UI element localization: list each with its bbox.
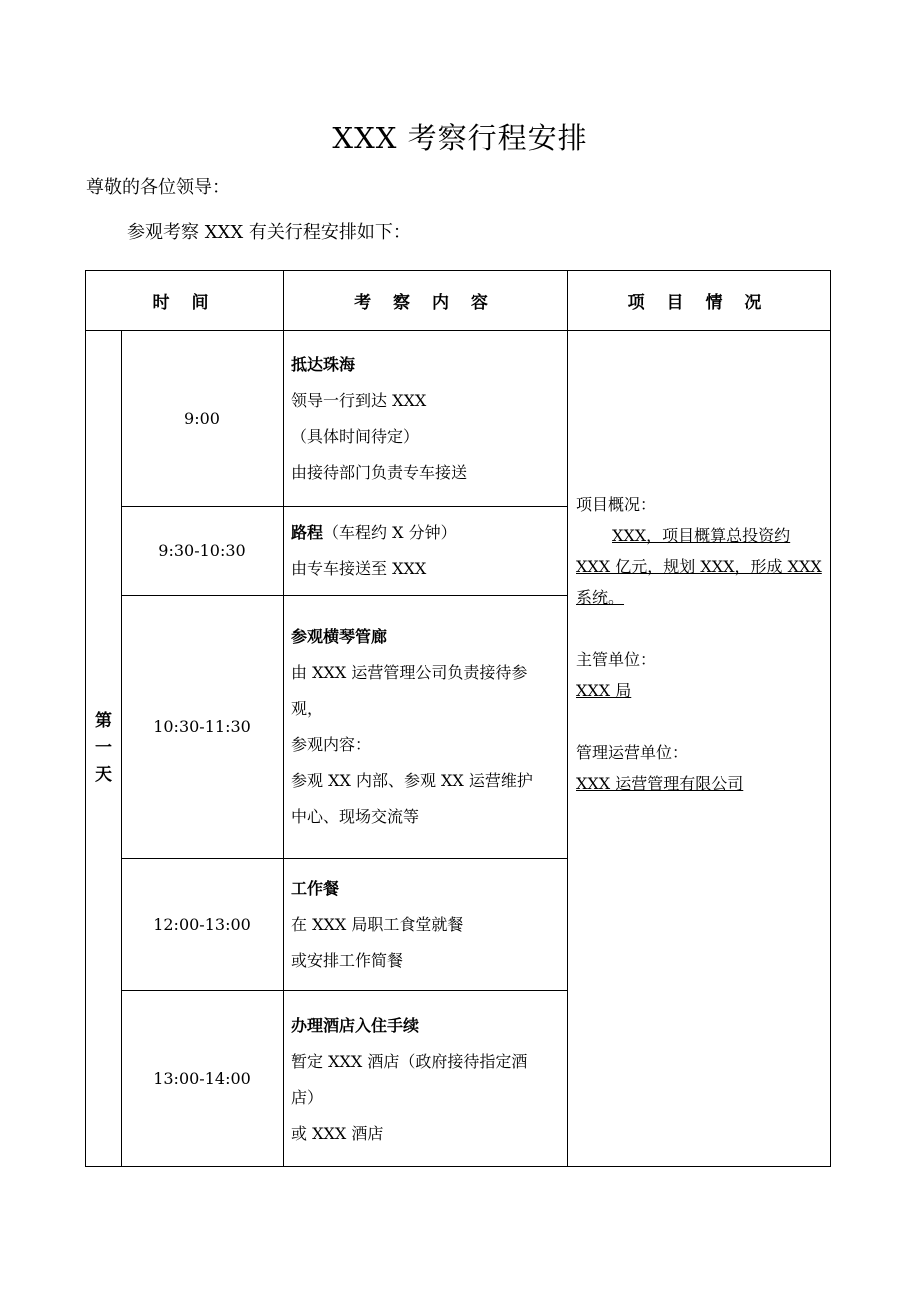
greeting: 尊敬的各位领导：	[86, 177, 230, 198]
content-line: 在 XXX 局职工食堂就餐	[291, 915, 464, 934]
content-heading: 路程	[291, 523, 324, 542]
time-cell: 9:30-10:30	[158, 541, 246, 560]
content-line: 由 XXX 运营管理公司负责接待参	[291, 663, 528, 682]
content-line: 中心、现场交流等	[291, 807, 420, 826]
content-line: 参观 XX 内部、参观 XX 运营维护	[291, 771, 533, 790]
content-cell	[291, 871, 561, 979]
overview-label: 项目概况：	[576, 495, 657, 514]
project-info	[576, 489, 828, 799]
time-cell: 10:30-11:30	[153, 717, 251, 736]
time-cell: 12:00-13:00	[153, 914, 251, 934]
page-title: XXX 考察行程安排	[332, 121, 588, 155]
day-char: 第	[95, 711, 112, 731]
content-line: 领导一行到达 XXX	[291, 391, 427, 410]
day-label	[86, 330, 121, 1167]
itinerary-table	[85, 270, 831, 1167]
operator-label: 管理运营单位：	[576, 743, 689, 762]
content-line: （具体时间待定）	[291, 427, 420, 446]
content-heading: 抵达珠海	[291, 355, 356, 374]
authority-value: XXX 局	[576, 681, 632, 700]
content-line: 由专车接送至 XXX	[291, 559, 427, 578]
content-cell	[291, 347, 561, 491]
content-line: 或安排工作简餐	[291, 951, 404, 970]
authority-label: 主管单位：	[576, 650, 657, 669]
day-char: 一	[95, 738, 112, 758]
time-column-divider	[283, 271, 284, 1167]
overview-line: XXX 亿元，规划 XXX，形成 XXX	[576, 557, 822, 576]
content-line: 参观内容：	[291, 735, 372, 754]
content-line: 店）	[291, 1088, 324, 1107]
content-cell	[291, 1008, 561, 1152]
time-cell: 13:00-14:00	[153, 1069, 251, 1088]
time-cell: 9:00	[184, 408, 220, 428]
header-project: 项 目 情 况	[627, 293, 770, 313]
header-content: 考 察 内 容	[354, 293, 496, 313]
day-char: 天	[95, 765, 112, 785]
overview-line: XXX，项目概算总投资约	[612, 526, 791, 545]
content-line: 由接待部门负责专车接送	[291, 463, 468, 482]
content-column-divider	[567, 271, 568, 1167]
overview-line: 系统。	[576, 588, 625, 607]
intro-text: 参观考察 XXX 有关行程安排如下：	[127, 222, 411, 243]
content-heading: 工作餐	[291, 879, 340, 898]
content-heading: 办理酒店入住手续	[291, 1016, 420, 1035]
content-heading-note: （车程约 X 分钟）	[323, 523, 457, 542]
content-cell	[291, 515, 561, 587]
content-cell	[291, 619, 561, 835]
content-line: 或 XXX 酒店	[291, 1124, 384, 1143]
content-line: 观，	[291, 699, 324, 718]
content-heading: 参观横琴管廊	[291, 627, 388, 646]
operator-value: XXX 运营管理有限公司	[576, 774, 744, 793]
header-time: 时 间	[152, 293, 217, 313]
content-line: 暂定 XXX 酒店（政府接待指定酒	[291, 1052, 528, 1071]
